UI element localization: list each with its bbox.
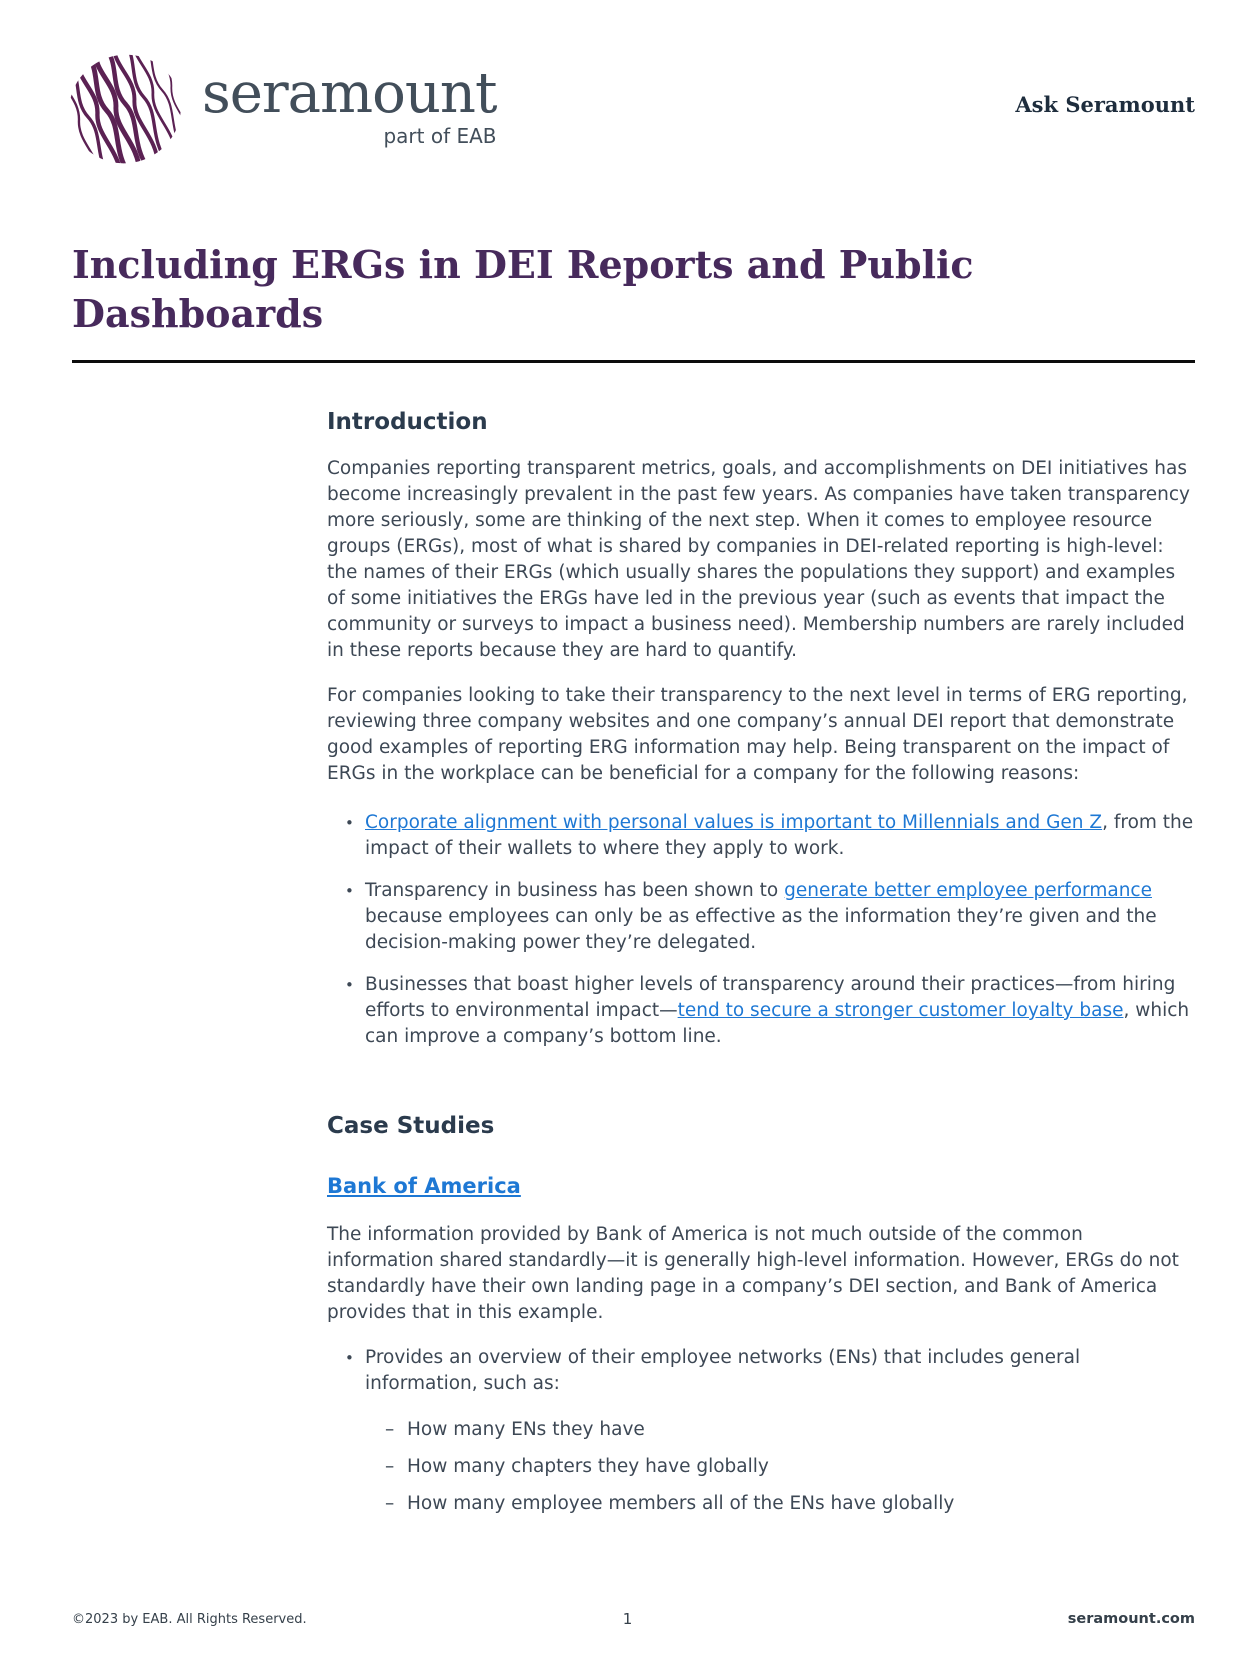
list-item [345, 810, 1195, 862]
intro-paragraph-1: Companies reporting transparent metrics, goals, and accomplishments on DEI initiatives has become increasingly prevalent in the past few years. As companies have taken transparency more seriously, some are thinking of the next step. When it comes to employee resource groups (ERGs), most of what is shared by companies in DEI-related reporting is high-level: the names of their ERGs (which usually shares the populations they support) and examples of some initiatives the ERGs have led in the previous year (such as events that impact the community or surveys to impact a business need). Membership numbers are rarely included in these reports because they are hard to quantify. [327, 458, 1190, 661]
ask-seramount-label: Ask Seramount [1015, 92, 1195, 117]
inline-link[interactable]: generate better employee performance [784, 880, 1152, 901]
content-column [327, 408, 1195, 1517]
page-title [72, 240, 1195, 338]
text-run: because employees can only be as effective as the information they’re given and the decision-making power they’re delegated. [365, 906, 1157, 953]
case-study-sublist [327, 1417, 1195, 1517]
brand-tagline: part of EAB [383, 124, 497, 148]
dash-icon: – [385, 1419, 395, 1440]
title-divider [72, 360, 1195, 363]
section-heading-case-studies: Case Studies [327, 1113, 495, 1139]
text-run: Transparency in business has been shown to [365, 880, 785, 901]
text-run: , which can improve a company’s bottom line. [365, 1000, 1190, 1047]
sub-list-item-text: How many employee members all of the ENs have globally [407, 1493, 955, 1514]
list-item [345, 972, 1195, 1050]
text-run: Businesses that boast higher levels of transparency around their practices—from hiring efforts to environmental impact— [365, 974, 1176, 1021]
seramount-swirl-icon [66, 52, 184, 166]
section-heading-introduction: Introduction [327, 409, 488, 435]
sub-list-item-text: How many ENs they have [407, 1419, 645, 1440]
brand-text [202, 52, 497, 148]
text-run: , from the impact of their wallets to where they apply to work. [365, 812, 1194, 859]
inline-link[interactable]: tend to secure a stronger customer loyalty base [677, 1000, 1124, 1021]
list-item [345, 878, 1195, 956]
page-title-line-2: Dashboards [72, 291, 324, 336]
inline-link[interactable]: Corporate alignment with personal values is important to Millennials and Gen Z [365, 812, 1103, 833]
case-study-paragraph: The information provided by Bank of America is not much outside of the common information shared standardly—it is generally high-level information. However, ERGs do not standardly have their own landing page in a company’s DEI section, and Bank of America provides that in this example. [327, 1224, 1179, 1323]
intro-paragraph-2: For companies looking to take their transparency to the next level in terms of ERG reporting, reviewing three company websites and one company’s annual DEI report that demonstrate good examples of reporting ERG information may help. Being transparent on the impact of ERGs in the workplace can be beneficial for a company for the following reasons: [327, 685, 1188, 784]
sub-list-item [385, 1417, 1195, 1443]
sub-list-item [385, 1454, 1195, 1480]
list-item-text: Provides an overview of their employee networks (ENs) that includes general information, such as: [365, 1347, 1081, 1394]
page-header [0, 0, 1255, 166]
copyright-text: ©2023 by EAB. All Rights Reserved. [72, 1612, 307, 1627]
dash-icon: – [385, 1493, 395, 1514]
page-number: 1 [622, 1610, 633, 1628]
sub-list-item-text: How many chapters they have globally [407, 1456, 769, 1477]
bullet-icon: • [345, 882, 354, 900]
page-title-line-1: Including ERGs in DEI Reports and Public [72, 242, 974, 287]
page-footer [0, 1608, 1255, 1638]
sub-list-item [385, 1491, 1195, 1517]
seramount-site-label: seramount.com [1067, 1611, 1195, 1627]
dash-icon: – [385, 1456, 395, 1477]
bullet-icon: • [345, 976, 354, 994]
bullet-icon: • [345, 814, 354, 832]
list-item-text [365, 878, 1195, 956]
seramount-logo [66, 52, 497, 166]
brand-wordmark: seramount [202, 61, 497, 126]
reasons-list [327, 810, 1195, 1050]
list-item [345, 1345, 1195, 1397]
bank-of-america-link[interactable]: Bank of America [327, 1174, 521, 1198]
list-item-text [365, 810, 1195, 862]
case-study-list [327, 1345, 1195, 1397]
list-item-text [365, 972, 1195, 1050]
bullet-icon: • [345, 1349, 354, 1367]
